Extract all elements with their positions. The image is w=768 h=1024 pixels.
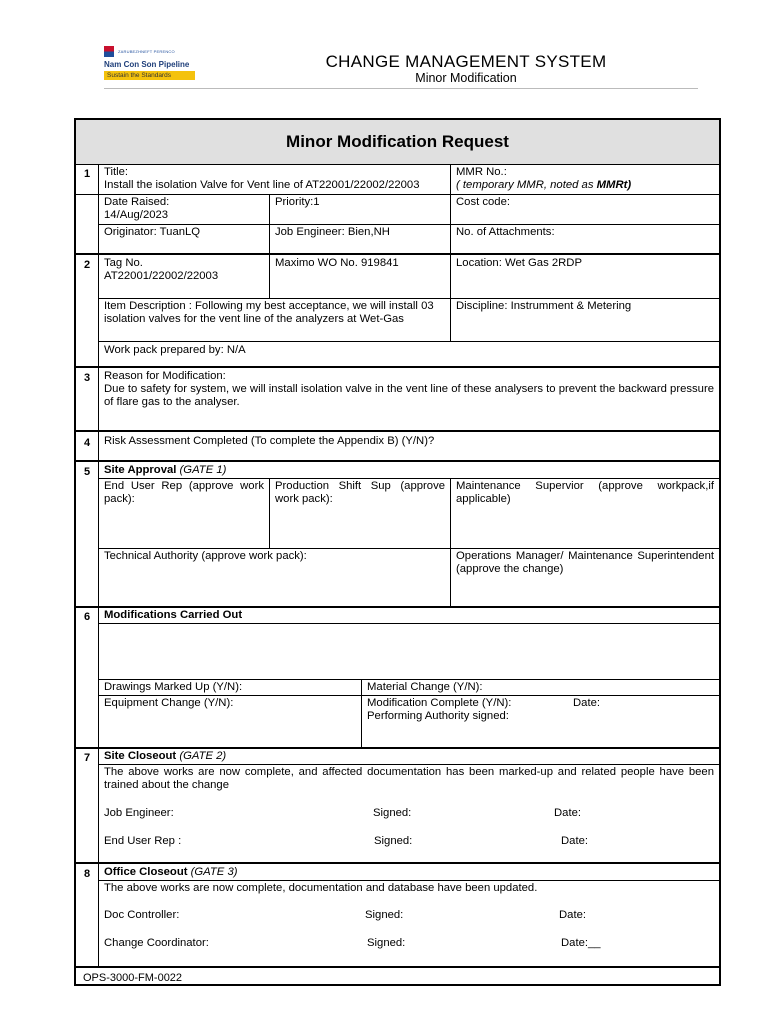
section-number: 2 <box>83 259 91 271</box>
document-subtitle: Minor Modification <box>415 71 517 85</box>
doc-controller-label: Doc Controller: <box>104 909 180 921</box>
maintenance-supervisor-approval-cell[interactable]: Maintenance Supervior (approve workpack,if applicable) <box>456 480 714 505</box>
equipment-change-cell[interactable]: Equipment Change (Y/N): <box>104 697 234 709</box>
site-approval-title: Site Approval <box>104 464 177 476</box>
site-closeout-heading <box>99 748 719 764</box>
logo-partner-text: ZARUBEZHNEFT PERENCO <box>118 48 175 54</box>
change-coordinator-label: Change Coordinator: <box>104 937 209 949</box>
section-number: 5 <box>83 466 91 478</box>
modifications-text-area[interactable] <box>99 623 719 679</box>
form-code: OPS-3000-FM-0022 <box>83 972 183 984</box>
end-user-approval-cell[interactable]: End User Rep (approve work pack): <box>104 480 264 505</box>
site-closeout-cell[interactable] <box>99 764 719 862</box>
gate-label: (GATE 2) <box>179 750 227 762</box>
section-number: 6 <box>83 611 91 623</box>
operations-manager-note: (approve the change) <box>456 563 564 575</box>
office-closeout-heading <box>99 864 719 880</box>
job-engineer-signed-label: Signed: <box>373 807 412 819</box>
section-number: 1 <box>83 168 91 180</box>
change-coordinator-signed-label: Signed: <box>367 937 406 949</box>
tag-value: AT22001/22002/22003 <box>104 270 219 282</box>
mmr-cell[interactable] <box>451 164 719 194</box>
discipline-cell[interactable]: Discipline: Instrumment & Metering <box>456 300 632 312</box>
doc-controller-date-label: Date: <box>559 909 587 921</box>
document-title: CHANGE MANAGEMENT SYSTEM <box>325 52 607 71</box>
operations-manager-cell[interactable] <box>451 548 719 607</box>
mmr-label: MMR No.: <box>456 166 507 178</box>
site-closeout-text: The above works are now complete, and affected documentation has been marked-up and related people have been trained about the change <box>104 766 714 791</box>
reason-cell[interactable] <box>99 368 719 430</box>
logo-emblem-icon <box>104 46 114 57</box>
modifications-heading <box>99 607 719 623</box>
cost-code-cell[interactable]: Cost code: <box>456 196 511 208</box>
attachments-cell[interactable]: No. of Attachments: <box>456 226 555 238</box>
form-title: Minor Modification Request <box>76 120 719 164</box>
doc-controller-signed-label: Signed: <box>365 909 404 921</box>
operations-manager-label: Operations Manager/ Maintenance Superintendent <box>456 550 714 562</box>
priority-cell[interactable]: Priority:1 <box>275 196 320 208</box>
office-closeout-text: The above works are now complete, documentation and database have been updated. <box>104 882 538 894</box>
maximo-cell[interactable]: Maximo WO No. 919841 <box>275 257 399 269</box>
site-approval-heading <box>99 462 719 478</box>
date-raised-value: 14/Aug/2023 <box>104 209 169 221</box>
job-engineer-label: Job Engineer: <box>104 807 174 819</box>
title-label: Title: <box>104 166 129 178</box>
gate-label: (GATE 1) <box>179 464 227 476</box>
technical-authority-cell[interactable]: Technical Authority (approve work pack): <box>104 550 307 562</box>
section-number: 8 <box>83 868 91 880</box>
risk-assessment-cell[interactable]: Risk Assessment Completed (To complete the Appendix B) (Y/N)? <box>104 435 435 447</box>
modification-form <box>74 118 721 986</box>
modification-complete-cell[interactable] <box>362 695 719 747</box>
logo-marks <box>104 44 200 58</box>
header-divider <box>104 88 698 89</box>
drawings-marked-up-cell[interactable]: Drawings Marked Up (Y/N): <box>104 681 243 693</box>
tag-label: Tag No. <box>104 257 143 269</box>
site-closeout-title: Site Closeout <box>104 750 177 762</box>
office-closeout-title: Office Closeout <box>104 866 188 878</box>
job-engineer-date-label: Date: <box>554 807 582 819</box>
job-engineer-cell[interactable]: Job Engineer: Bien,NH <box>275 226 390 238</box>
mmr-note: ( temporary MMR, noted as <box>456 179 597 191</box>
performing-authority-label: Performing Authority signed: <box>367 710 509 722</box>
section-number: 3 <box>83 372 91 384</box>
date-raised-label: Date Raised: <box>104 196 170 208</box>
office-closeout-cell[interactable] <box>99 880 719 966</box>
material-change-cell[interactable]: Material Change (Y/N): <box>367 681 483 693</box>
end-user-label: End User Rep : <box>104 835 182 847</box>
company-logo <box>104 44 200 86</box>
production-shift-approval-cell[interactable]: Production Shift Sup (approve work pack): <box>275 480 445 505</box>
title-cell[interactable] <box>99 164 451 194</box>
section-number: 4 <box>83 437 91 449</box>
modification-date-label: Date: <box>573 697 601 709</box>
gate-label: (GATE 3) <box>190 866 238 878</box>
reason-label: Reason for Modification: <box>104 370 226 382</box>
location-cell[interactable]: Location: Wet Gas 2RDP <box>456 257 582 269</box>
end-user-date-label: Date: <box>561 835 589 847</box>
modification-complete-label: Modification Complete (Y/N): <box>367 697 512 709</box>
end-user-signed-label: Signed: <box>374 835 413 847</box>
title-value: Install the isolation Valve for Vent line of AT22001/22002/22003 <box>104 179 420 191</box>
item-description-cell[interactable]: Item Description : Following my best acceptance, we will install 03 isolation valves for the vent line of the analyzers at Wet-Gas <box>104 300 434 325</box>
mmr-note-bold: MMRt) <box>596 179 632 191</box>
change-coordinator-date-label: Date:__ <box>561 937 601 949</box>
section-divider <box>76 966 719 968</box>
section-number: 7 <box>83 752 91 764</box>
logo-company-name: Nam Con Son Pipeline <box>104 60 190 69</box>
originator-cell[interactable]: Originator: TuanLQ <box>104 226 201 238</box>
reason-text: Due to safety for system, we will install isolation valve in the vent line of these analysers to prevent the backward pressure of flare gas to the analyser. <box>104 383 714 408</box>
logo-tagline: Sustain the Standards <box>104 71 195 80</box>
work-pack-cell[interactable]: Work pack prepared by: N/A <box>104 344 246 356</box>
tag-cell[interactable] <box>99 255 269 298</box>
date-raised-cell[interactable] <box>99 194 269 224</box>
modifications-title: Modifications Carried Out <box>104 609 243 621</box>
